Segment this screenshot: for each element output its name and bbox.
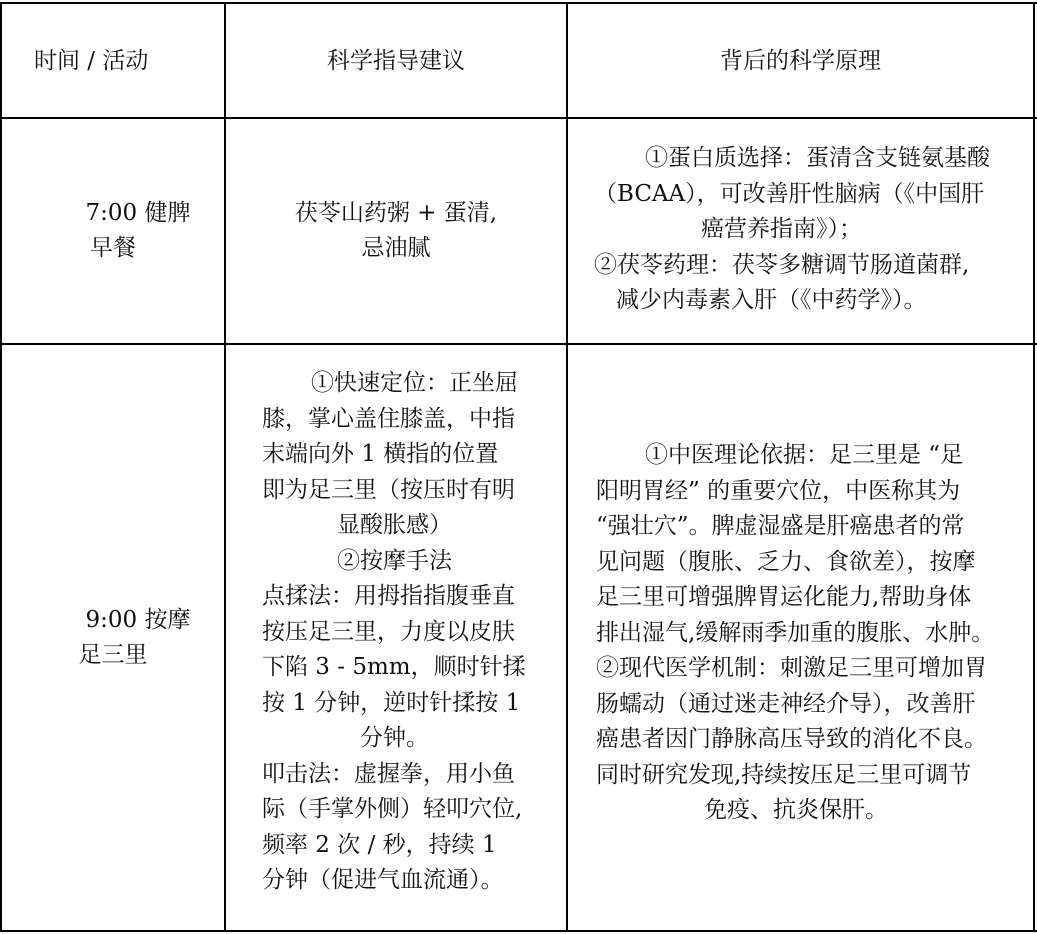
row2-advice-line6: ②按摩手法 <box>337 548 452 574</box>
row2-advice-line13: 际（手掌外侧）轻叩穴位, <box>262 796 523 822</box>
header-principle: 背后的科学原理 <box>720 48 881 74</box>
row2-advice-line3: 末端向外 1 横指的位置 <box>262 441 499 467</box>
header-bottom-border <box>0 117 1037 119</box>
row2-principle-line7: ②现代医学机制：刺激足三里可增加胃 <box>596 655 987 681</box>
table-right-border <box>1033 2 1035 932</box>
row2-principle-line1: ①中医理论依据：足三里是 “足 <box>645 442 964 468</box>
row2-advice-line11: 分钟。 <box>360 725 429 751</box>
row2-time-line1: 9:00 按摩 <box>85 607 191 633</box>
row2-advice-line5: 显酸胀感） <box>337 512 452 538</box>
row1-advice-line1: 茯苓山药粥 + 蛋清, <box>294 200 498 226</box>
row1-principle-line1: ①蛋白质选择：蛋清含支链氨基酸 <box>645 145 990 171</box>
row1-time-line1: 7:00 健脾 <box>85 200 191 226</box>
table-left-border <box>0 2 2 932</box>
row2-principle-line10: 同时研究发现,持续按压足三里可调节 <box>596 762 972 788</box>
table-top-border <box>0 2 1037 4</box>
row1-bottom-border <box>0 343 1037 345</box>
row2-principle-line8: 肠蠕动（通过迷走神经介导），改善肝 <box>596 691 976 717</box>
row1-advice-line2: 忌油腻 <box>361 235 431 261</box>
row2-principle-line5: 足三里可增强脾胃运化能力,帮助身体 <box>596 584 972 610</box>
row2-advice-line2: 膝，掌心盖住膝盖，中指 <box>262 406 515 432</box>
row1-time-line2: 早餐 <box>90 235 136 261</box>
row2-advice-line12: 叩击法：虚握拳，用小鱼 <box>262 761 515 787</box>
row1-principle-line5: 减少内毒素入肝（《中药学》）。 <box>616 287 927 313</box>
row2-principle-line9: 癌患者因门静脉高压导致的消化不良。 <box>596 726 987 752</box>
row2-advice-line8: 按压足三里，力度以皮肤 <box>262 619 515 645</box>
row2-principle-line6: 排出湿气,缓解雨季加重的腹胀、水肿。 <box>596 620 995 646</box>
row2-time-line2: 足三里 <box>78 642 148 668</box>
row2-principle-line11: 免疫、抗炎保肝。 <box>704 797 888 823</box>
header-advice: 科学指导建议 <box>327 48 465 74</box>
row2-principle-line2: 阳明胃经” 的重要穴位，中医称其为 <box>596 478 961 504</box>
row1-principle-line2: （BCAA），可改善肝性脑病（《中国肝 <box>594 181 985 207</box>
column-divider-1 <box>224 2 226 932</box>
row2-principle-line4: 见问题（腹胀、乏力、食欲差），按摩 <box>596 549 976 575</box>
row2-advice-line7: 点揉法：用拇指指腹垂直 <box>262 583 515 609</box>
row1-principle-line3: 癌营养指南》）； <box>701 216 862 242</box>
row2-advice-line15: 分钟（促进气血流通）。 <box>262 867 504 893</box>
row2-principle-line3: “强壮穴”。脾虚湿盛是肝癌患者的常 <box>596 513 965 539</box>
table-bottom-border <box>0 930 1037 932</box>
row1-principle-line4: ②茯苓药理：茯苓多糖调节肠道菌群, <box>594 252 970 278</box>
row2-advice-line14: 频率 2 次 / 秒，持续 1 <box>262 832 497 858</box>
row2-advice-line1: ①快速定位：正坐屈 <box>311 370 518 396</box>
row2-advice-line10: 按 1 分钟，逆时针揉按 1 <box>262 690 521 716</box>
header-time-activity: 时间 / 活动 <box>34 48 149 74</box>
column-divider-2 <box>566 2 568 932</box>
row2-advice-line4: 即为足三里（按压时有明 <box>262 477 515 503</box>
row2-advice-line9: 下陷 3 - 5mm，顺时针揉 <box>262 654 526 680</box>
